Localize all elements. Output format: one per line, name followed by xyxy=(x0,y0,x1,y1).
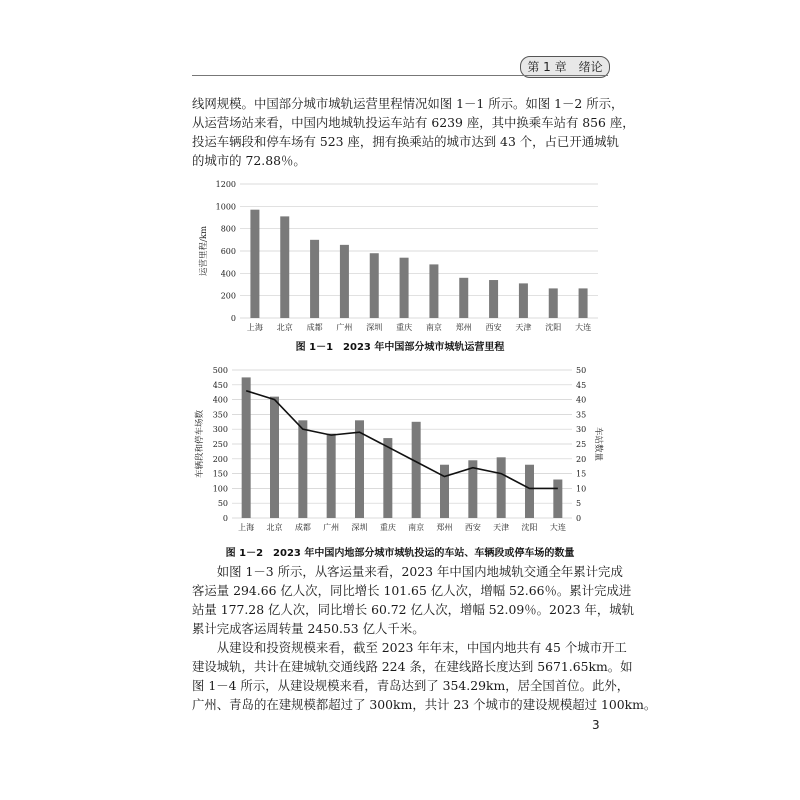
bar xyxy=(519,283,528,318)
bar xyxy=(298,420,307,518)
x-tick-label: 上海 xyxy=(238,523,255,532)
x-tick-label: 深圳 xyxy=(351,523,368,532)
bar xyxy=(579,288,588,318)
x-tick-label: 上海 xyxy=(246,323,263,332)
bar xyxy=(549,288,558,318)
x-tick-label: 大连 xyxy=(549,523,566,532)
y-tick-label: 300 xyxy=(212,425,228,435)
y-right-tick-label: 50 xyxy=(576,366,587,375)
paragraph-line: 建设城轨，共计在建城轨交通线路 224 条，在建线路长度达到 5671.65km。如 xyxy=(192,659,633,674)
y-right-axis-label: 车站数量 xyxy=(593,426,603,462)
paragraph-2 xyxy=(192,562,635,638)
paragraph-line: 线网规模。中国部分城市城轨运营里程情况如图 1－1 所示。如图 1－2 所示， xyxy=(192,96,624,111)
y-right-tick-label: 20 xyxy=(576,454,587,464)
y-tick-label: 450 xyxy=(212,380,228,390)
x-tick-label: 广州 xyxy=(336,323,353,332)
y-tick-label: 200 xyxy=(220,291,236,301)
y-tick-label: 350 xyxy=(212,410,228,420)
x-tick-label: 重庆 xyxy=(379,523,396,532)
y-axis-label: 运营里程/km xyxy=(199,225,209,277)
x-tick-label: 沈阳 xyxy=(545,323,562,332)
x-tick-label: 大连 xyxy=(575,323,592,332)
chart-operating-mileage xyxy=(192,176,608,342)
x-tick-label: 重庆 xyxy=(396,323,413,332)
bar xyxy=(310,240,319,318)
y-tick-label: 800 xyxy=(220,224,236,234)
y-right-tick-label: 25 xyxy=(576,440,587,449)
bar xyxy=(440,465,449,518)
paragraph-line: 从运营场站来看，中国内地城轨投运车站有 6239 座，其中换乘车站有 856 座， xyxy=(192,115,635,130)
x-tick-label: 成都 xyxy=(294,523,311,532)
bar xyxy=(429,264,438,318)
paragraph-line: 投运车辆段和停车场有 523 座，拥有换乘站的城市达到 43 个，占已开通城轨 xyxy=(192,134,619,149)
x-tick-label: 西安 xyxy=(464,523,481,532)
y-tick-label: 600 xyxy=(220,247,236,256)
bar xyxy=(355,420,364,518)
bar xyxy=(383,438,392,518)
x-tick-label: 深圳 xyxy=(366,323,383,332)
y-tick-label: 150 xyxy=(212,469,228,479)
chapter-tag: 第 1 章 绪论 xyxy=(520,56,610,78)
bar xyxy=(340,245,349,318)
paragraph-line: 的城市的 72.88％。 xyxy=(192,153,306,168)
y-right-tick-label: 10 xyxy=(576,484,587,494)
y-tick-label: 200 xyxy=(212,454,228,464)
x-tick-label: 郑州 xyxy=(436,523,453,532)
x-tick-label: 南京 xyxy=(408,523,425,532)
x-tick-label: 广州 xyxy=(323,523,340,532)
paragraph-line: 客运量 294.66 亿人次，同比增长 101.65 亿人次，增幅 52.66％。累计完成进 xyxy=(192,583,632,598)
bar xyxy=(280,216,289,318)
y-tick-label: 400 xyxy=(220,269,236,279)
y-tick-label: 400 xyxy=(212,395,228,405)
bar xyxy=(327,434,336,518)
y-right-tick-label: 30 xyxy=(576,425,587,435)
y-tick-label: 500 xyxy=(212,366,228,375)
x-tick-label: 成都 xyxy=(306,323,323,332)
x-tick-label: 西安 xyxy=(485,323,502,332)
x-tick-label: 郑州 xyxy=(455,323,472,332)
paragraph-1 xyxy=(192,94,635,170)
x-tick-label: 天津 xyxy=(493,523,510,532)
y-right-tick-label: 45 xyxy=(576,380,587,390)
y-right-tick-label: 0 xyxy=(576,514,582,523)
paragraph-line: 广州、青岛的在建规模都超过了 300km，共计 23 个城市的建设规模超过 100km。 xyxy=(192,697,657,712)
bar xyxy=(250,210,259,318)
x-tick-label: 天津 xyxy=(515,323,532,332)
y-tick-label: 1200 xyxy=(215,180,236,189)
header-rule xyxy=(192,75,608,76)
bar xyxy=(400,258,409,318)
figure-2-caption: 图 1－2 2023 年中国内地部分城市城轨投运的车站、车辆段或停车场的数量 xyxy=(225,548,575,559)
paragraph-line: 累计完成客运周转量 2450.53 亿人千米。 xyxy=(192,621,425,636)
bar xyxy=(497,457,506,518)
x-tick-label: 北京 xyxy=(276,323,293,332)
y-tick-label: 250 xyxy=(212,440,228,449)
bar xyxy=(242,377,251,518)
page-number: 3 xyxy=(592,718,600,732)
figure-1-caption: 图 1－1 2023 年中国部分城市城轨运营里程 xyxy=(295,342,505,353)
y-tick-label: 0 xyxy=(222,514,228,523)
y-right-tick-label: 35 xyxy=(576,410,587,420)
paragraph-line: 如图 1－3 所示，从客运量来看，2023 年中国内地城轨交通全年累计完成 xyxy=(192,564,623,579)
y-right-tick-label: 40 xyxy=(576,395,587,405)
x-tick-label: 北京 xyxy=(266,523,283,532)
bar xyxy=(412,422,421,518)
y-right-tick-label: 15 xyxy=(576,469,587,479)
paragraph-3 xyxy=(192,638,657,714)
bar xyxy=(525,465,534,518)
y-tick-label: 0 xyxy=(230,314,236,323)
y-tick-label: 100 xyxy=(212,484,228,494)
bar xyxy=(553,480,562,518)
y-right-tick-label: 5 xyxy=(576,499,582,509)
bar xyxy=(459,278,468,318)
y-axis-label: 车辆段和停车场数 xyxy=(195,409,205,479)
bar xyxy=(370,253,379,318)
bar xyxy=(270,397,279,518)
x-tick-label: 南京 xyxy=(425,323,442,332)
y-tick-label: 1000 xyxy=(215,202,236,212)
chart-stations-depots xyxy=(192,362,608,542)
y-tick-label: 50 xyxy=(217,499,228,509)
paragraph-line: 站量 177.28 亿人次，同比增长 60.72 亿人次，增幅 52.09％。2023 年，城轨 xyxy=(192,602,635,617)
paragraph-line: 从建设和投资规模来看，截至 2023 年年末，中国内地共有 45 个城市开工 xyxy=(192,640,627,655)
paragraph-line: 图 1－4 所示，从建设规模来看，青岛达到了 354.29km，居全国首位。此外， xyxy=(192,678,630,693)
bar xyxy=(489,280,498,318)
x-tick-label: 沈阳 xyxy=(521,523,538,532)
